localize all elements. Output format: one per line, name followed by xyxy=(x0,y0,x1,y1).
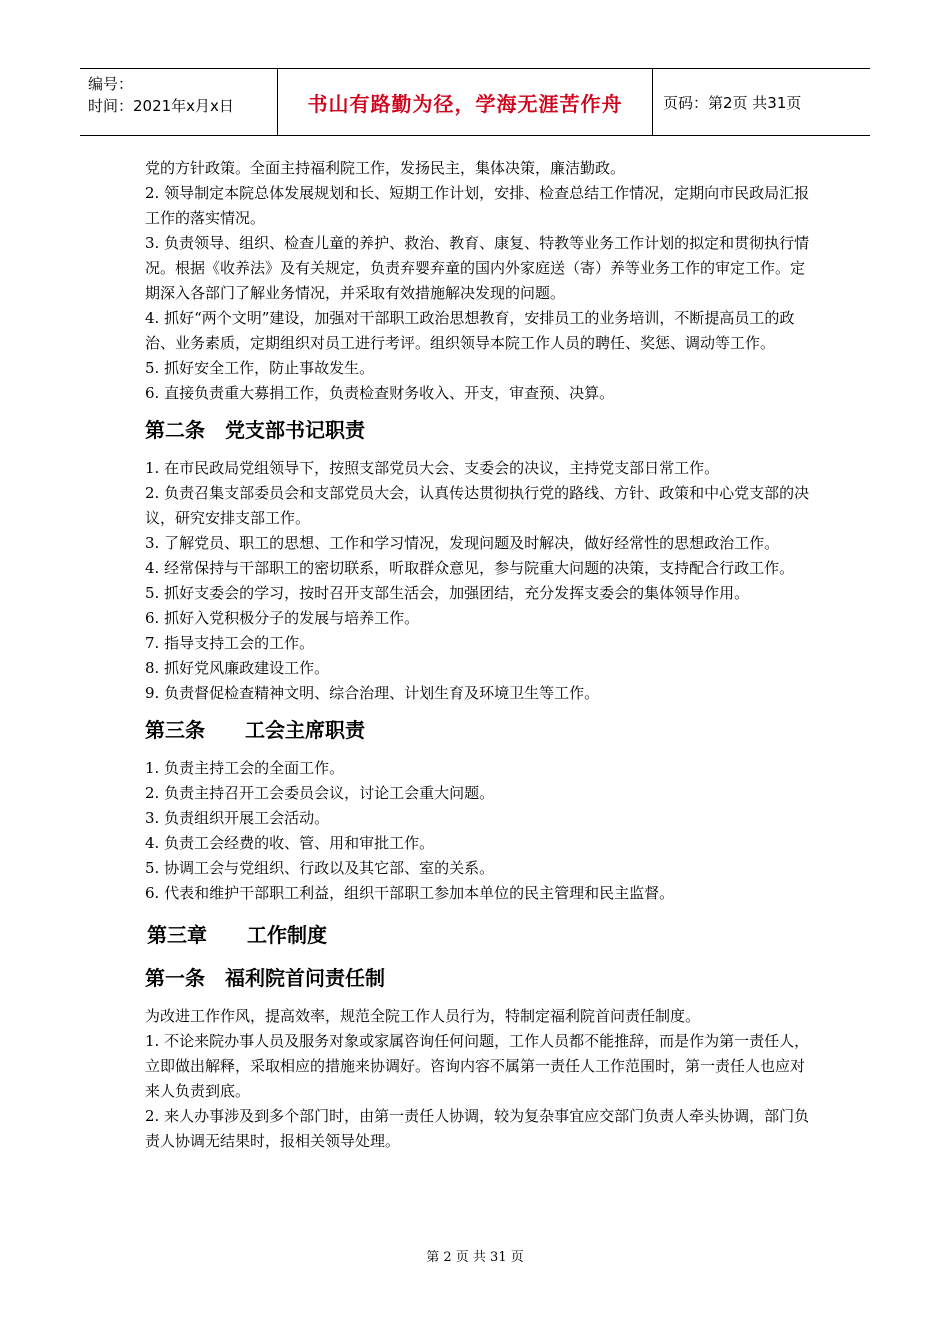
document-number-label: 编号： xyxy=(88,75,134,93)
paragraph: 2. 领导制定本院总体发展规划和长、短期工作计划，安排、检查总结工作情况，定期向市民政局汇报工作的落实情况。 xyxy=(145,184,810,227)
list-item: 6. 代表和维护干部职工利益，组织干部职工参加本单位的民主管理和民主监督。 xyxy=(145,884,675,902)
paragraph: 党的方针政策。全面主持福利院工作，发扬民主，集体决策，廉洁勤政。 xyxy=(145,159,626,177)
document-body xyxy=(145,156,811,1154)
list-item: 5. 抓好支委会的学习，按时召开支部生活会，加强团结，充分发挥支委会的集体领导作用。 xyxy=(145,584,750,602)
list-item: 1. 不论来院办事人员及服务对象或家属咨询任何问题，工作人员都不能推辞，而是作为第一责任人，立即做出解释，采取相应的措施来协调好。咨询内容不属第一责任人工作范围时，第一责任人也应对来人负责到底。 xyxy=(145,1032,810,1100)
section-heading-party-secretary: 第二条 党支部书记职责 xyxy=(145,418,365,442)
list-item: 4. 负责工会经费的收、管、用和审批工作。 xyxy=(145,834,435,852)
list-item: 4. 经常保持与干部职工的密切联系，听取群众意见，参与院重大问题的决策，支持配合行政工作。 xyxy=(145,559,795,577)
list-item: 1. 负责主持工会的全面工作。 xyxy=(145,759,345,777)
document-date: 时间：2021年x月x日 xyxy=(88,97,234,115)
paragraph: 4. 抓好“两个文明”建设，加强对干部职工政治思想教育，安排员工的业务培训，不断提高员工的政治、业务素质，定期组织对员工进行考评。组织领导本院工作人员的聘任、奖惩、调动等工作。 xyxy=(145,309,795,352)
header-page-info: 页码：第2页 共31页 xyxy=(663,93,802,112)
paragraph: 5. 抓好安全工作，防止事故发生。 xyxy=(145,359,375,377)
list-item: 2. 负责召集支部委员会和支部党员大会，认真传达贯彻执行党的路线、方针、政策和中心党支部的决议，研究安排支部工作。 xyxy=(145,484,810,527)
list-item: 7. 指导支持工会的工作。 xyxy=(145,634,315,652)
list-item: 1. 在市民政局党组领导下，按照支部党员大会、支委会的决议，主持党支部日常工作。 xyxy=(145,459,720,477)
list-item: 为改进工作作风，提高效率，规范全院工作人员行为，特制定福利院首问责任制度。 xyxy=(145,1007,701,1025)
page-header xyxy=(80,68,870,136)
page-footer: 第 2 页 共 31 页 xyxy=(426,1250,524,1265)
paragraph: 6. 直接负责重大募捐工作，负责检查财务收入、开支，审查预、决算。 xyxy=(145,384,615,402)
list-item: 2. 来人办事涉及到多个部门时，由第一责任人协调，较为复杂事宜应交部门负责人牵头协调，部门负责人协调无结果时，报相关领导处理。 xyxy=(145,1107,810,1150)
list-item: 8. 抓好党风廉政建设工作。 xyxy=(145,659,330,677)
section-heading-union-chair: 第三条 工会主席职责 xyxy=(145,718,365,742)
list-item: 2. 负责主持召开工会委员会议，讨论工会重大问题。 xyxy=(145,784,495,802)
list-item: 3. 了解党员、职工的思想、工作和学习情况，发现问题及时解决，做好经常性的思想政治工作。 xyxy=(145,534,780,552)
paragraph: 3. 负责领导、组织、检查儿童的养护、救治、教育、康复、特教等业务工作计划的拟定和贯彻执行情况。根据《收养法》及有关规定，负责弃婴弃童的国内外家庭送（寄）养等业务工作的审定工作。定期深入各部门了解业务情况，并采取有效措施解决发现的问题。 xyxy=(145,234,810,302)
chapter-heading-work-system: 第三章 工作制度 xyxy=(147,923,327,947)
list-item: 6. 抓好入党积极分子的发展与培养工作。 xyxy=(145,609,420,627)
section-heading-first-inquiry: 第一条 福利院首问责任制 xyxy=(145,966,385,990)
list-item: 3. 负责组织开展工会活动。 xyxy=(145,809,330,827)
list-item: 9. 负责督促检查精神文明、综合治理、计划生育及环境卫生等工作。 xyxy=(145,684,600,702)
header-meta xyxy=(80,69,278,135)
list-item: 5. 协调工会与党组织、行政以及其它部、室的关系。 xyxy=(145,859,495,877)
header-motto: 书山有路勤为径，学海无涯苦作舟 xyxy=(278,69,653,135)
